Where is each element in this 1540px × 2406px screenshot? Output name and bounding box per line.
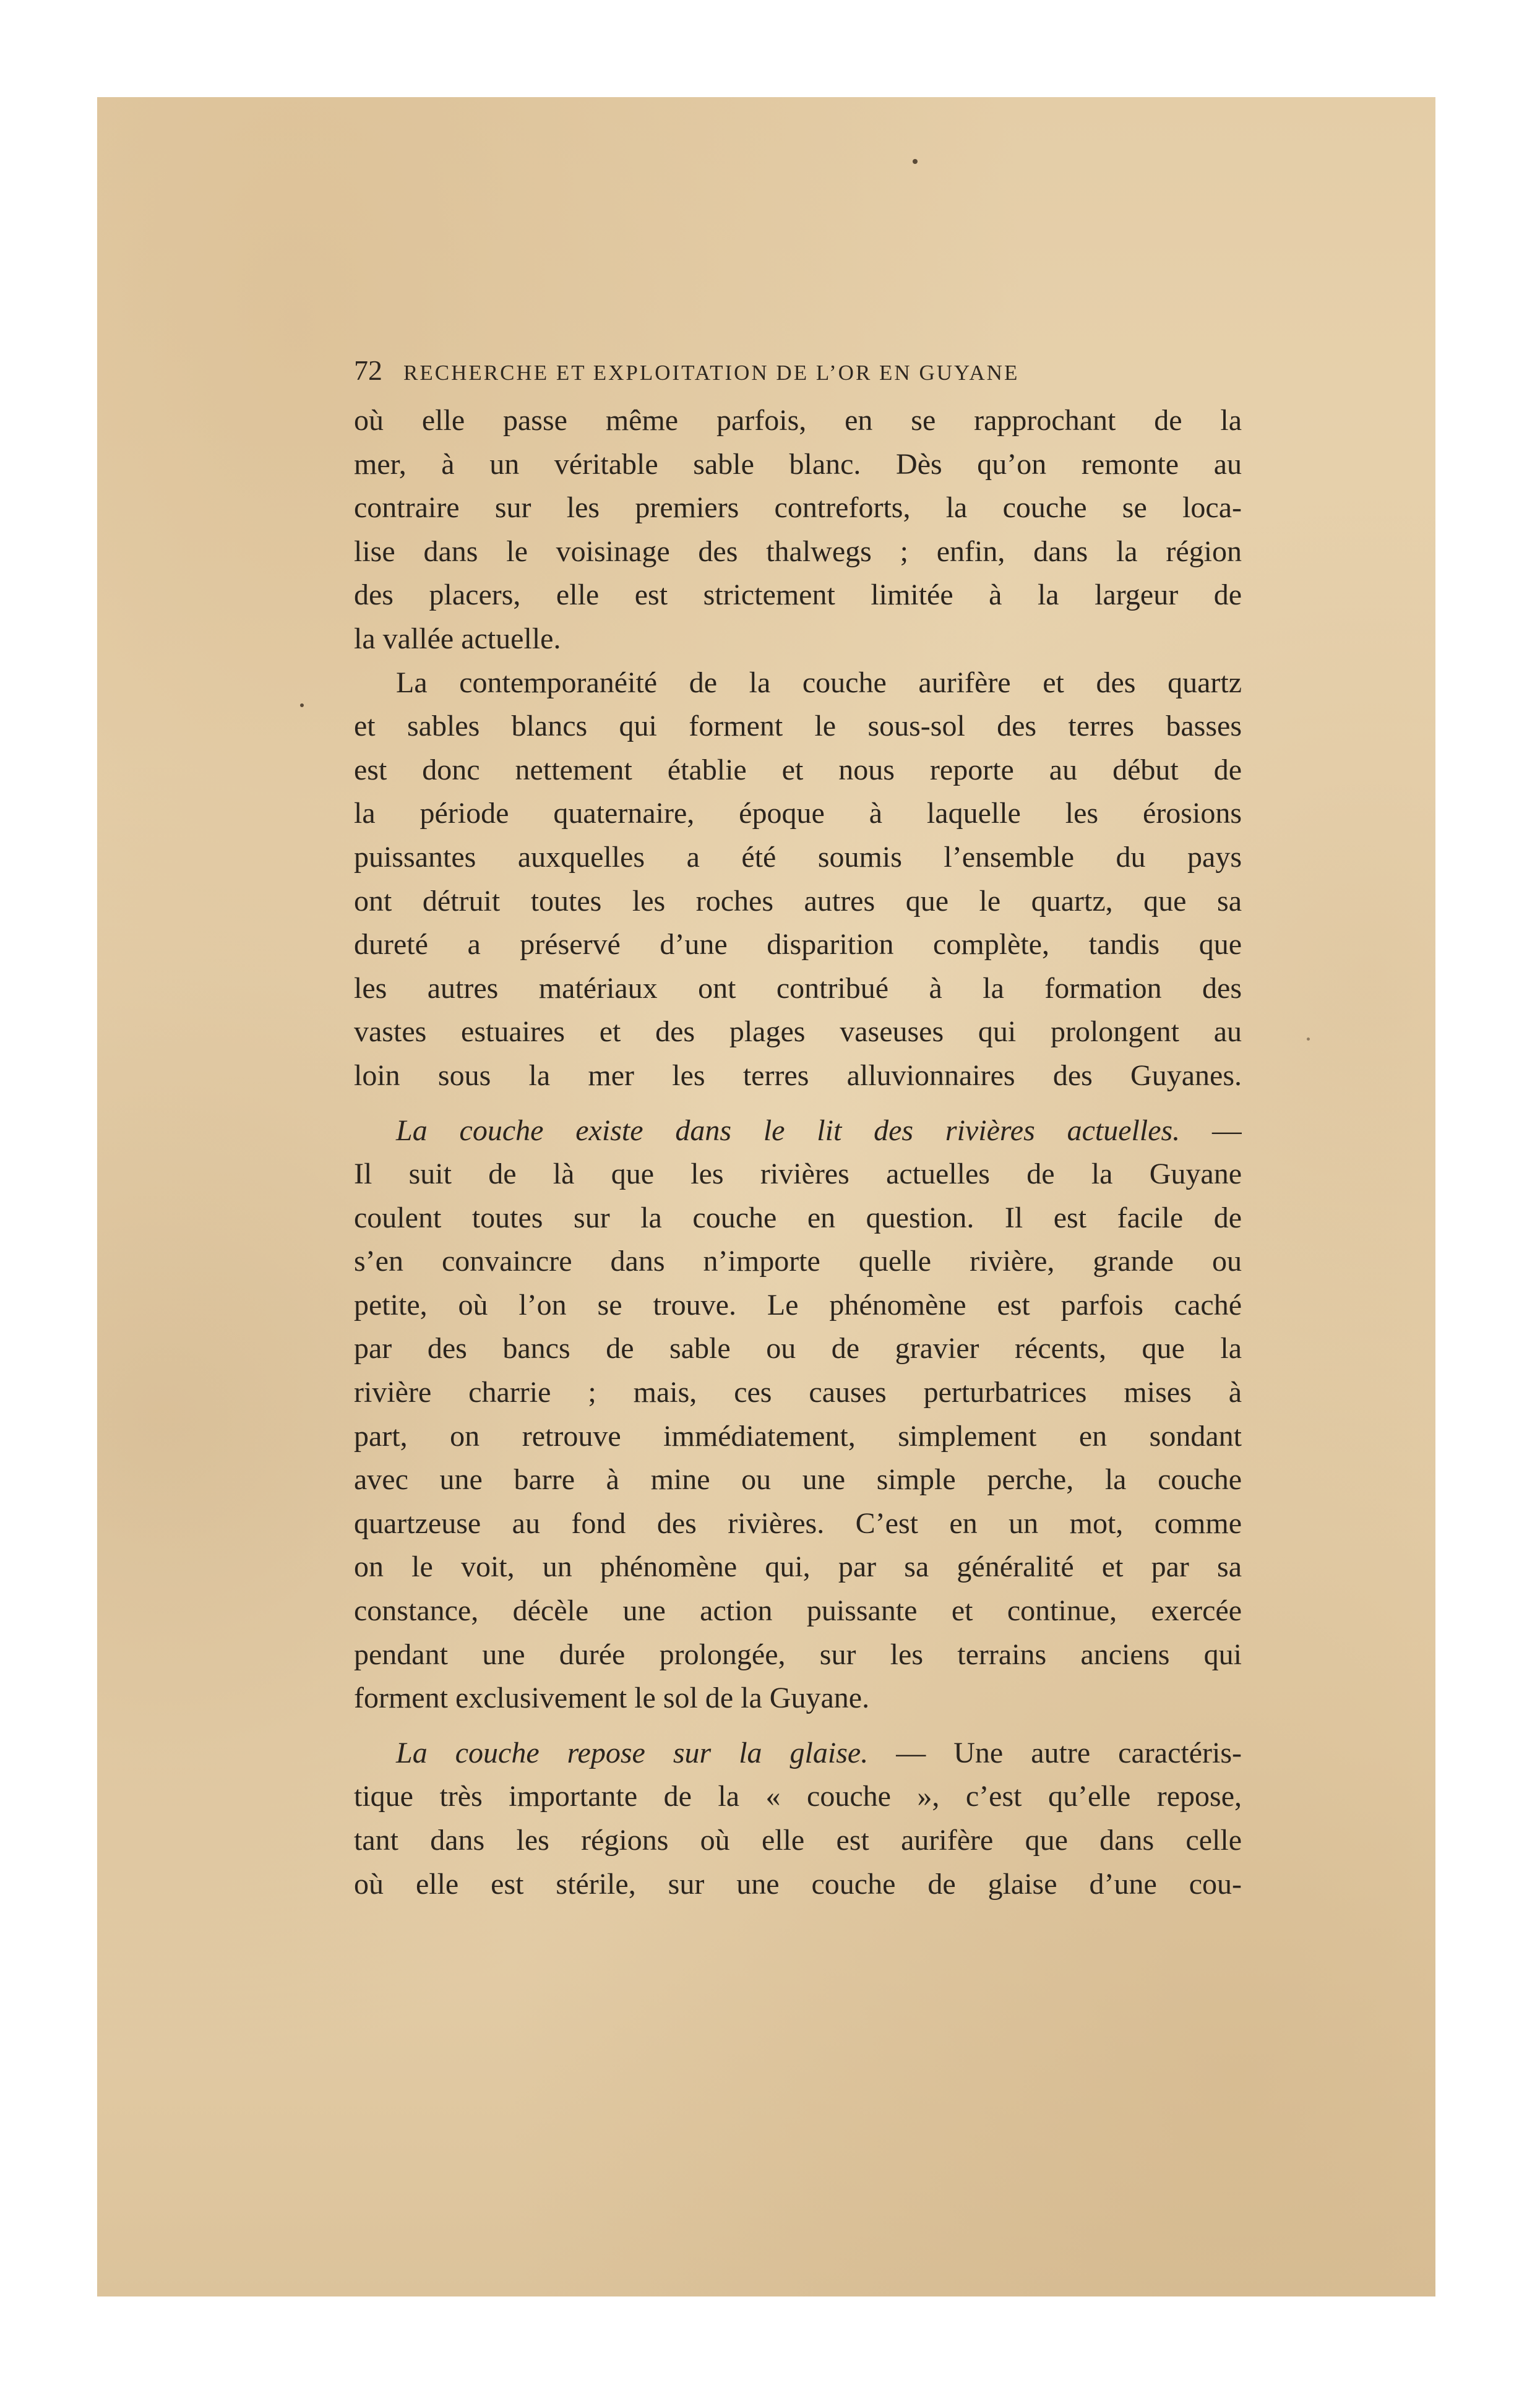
text-line: forment exclusivement le sol de la Guyane. bbox=[354, 1682, 870, 1715]
paragraph-gap bbox=[354, 1721, 1242, 1732]
text-line: la vallée actuelle. bbox=[354, 622, 561, 655]
ink-speck bbox=[1307, 1038, 1310, 1041]
text-line: part, on retrouve immédiatement, simplement en sondant bbox=[354, 1419, 1242, 1453]
section-heading-line bbox=[354, 1732, 1242, 1776]
page-number: 72 bbox=[354, 354, 382, 386]
text-line: Il suit de là que les rivières actuelles de la Guyane bbox=[354, 1158, 1242, 1191]
text-line: où elle est stérile, sur une couche de glaise d’une cou- bbox=[354, 1867, 1242, 1901]
text-line: loin sous la mer les terres alluvionnaires des Guyanes. bbox=[354, 1059, 1242, 1092]
heading-continuation: — Une autre caractéris- bbox=[868, 1736, 1242, 1769]
text-line: la période quaternaire, époque à laquelle les érosions bbox=[354, 797, 1242, 830]
text-line: s’en convaincre dans n’importe quelle rivière, grande ou bbox=[354, 1245, 1242, 1278]
text-line: pendant une durée prolongée, sur les terrains anciens qui bbox=[354, 1638, 1242, 1671]
running-head bbox=[354, 354, 1195, 389]
section-heading-line bbox=[354, 1109, 1242, 1153]
text-line: ont détruit toutes les roches autres que le quartz, que sa bbox=[354, 884, 1242, 917]
text-line: et sables blancs qui forment le sous-sol des terres basses bbox=[354, 710, 1242, 743]
text-line: constance, décèle une action puissante et continue, exercée bbox=[354, 1594, 1242, 1628]
text-line: tant dans les régions où elle est aurifère que dans celle bbox=[354, 1824, 1242, 1857]
heading-dash: — bbox=[1180, 1114, 1242, 1147]
text-line: où elle passe même parfois, en se rapprochant de la bbox=[354, 404, 1242, 437]
text-line: puissantes auxquelles a été soumis l’ensemble du pays bbox=[354, 840, 1242, 874]
text-line: contraire sur les premiers contreforts, la couche se loca- bbox=[354, 491, 1242, 525]
text-line: La contemporanéité de la couche aurifère et des quartz bbox=[396, 666, 1242, 699]
text-line: mer, à un véritable sable blanc. Dès qu’on remonte au bbox=[354, 447, 1242, 481]
text-line: tique très importante de la « couche », c’est qu’elle repose, bbox=[354, 1780, 1242, 1813]
text-line: on le voit, un phénomène qui, par sa généralité et par sa bbox=[354, 1550, 1242, 1584]
text-line: est donc nettement établie et nous reporte au début de bbox=[354, 753, 1242, 786]
body-text bbox=[354, 399, 1242, 1906]
ink-speck bbox=[300, 703, 304, 707]
text-line: les autres matériaux ont contribué à la formation des bbox=[354, 971, 1242, 1005]
paragraph-gap bbox=[354, 1098, 1242, 1109]
text-line: rivière charrie ; mais, ces causes perturbatrices mises à bbox=[354, 1376, 1242, 1409]
ink-speck bbox=[913, 159, 918, 164]
running-title: RECHERCHE ET EXPLOITATION DE L’OR EN GUYANE bbox=[403, 361, 1020, 385]
text-line: coulent toutes sur la couche en question. Il est facile de bbox=[354, 1201, 1242, 1234]
text-line: lise dans le voisinage des thalwegs ; enfin, dans la région bbox=[354, 535, 1242, 568]
section-heading: La couche existe dans le lit des rivières actuelles. bbox=[396, 1114, 1181, 1147]
text-line: des placers, elle est strictement limitée à la largeur de bbox=[354, 578, 1242, 612]
section-heading: La couche repose sur la glaise. bbox=[396, 1736, 869, 1769]
text-line: petite, où l’on se trouve. Le phénomène est parfois caché bbox=[354, 1288, 1242, 1321]
text-line: vastes estuaires et des plages vaseuses qui prolongent au bbox=[354, 1015, 1242, 1049]
text-line: dureté a préservé d’une disparition complète, tandis que bbox=[354, 928, 1242, 961]
text-line: par des bancs de sable ou de gravier récents, que la bbox=[354, 1332, 1242, 1365]
text-line: avec une barre à mine ou une simple perche, la couche bbox=[354, 1463, 1242, 1497]
text-line: quartzeuse au fond des rivières. C’est en un mot, comme bbox=[354, 1506, 1242, 1540]
